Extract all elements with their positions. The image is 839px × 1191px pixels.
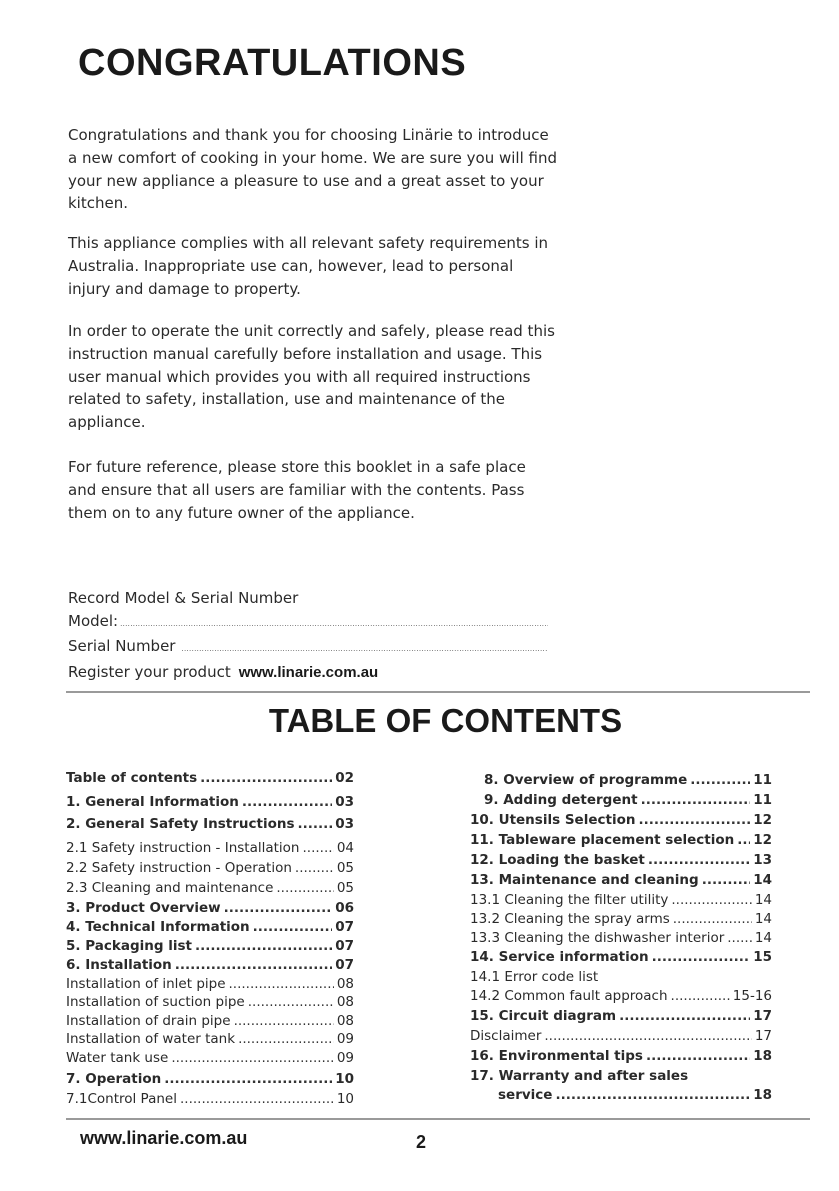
- toc-entry[interactable]: [470, 911, 772, 930]
- toc-entry-label: Installation of inlet pipe: [66, 976, 226, 992]
- toc-entry-page: 10: [336, 1091, 354, 1107]
- toc-entry-leader: [727, 930, 752, 946]
- toc-entry-page: 07: [335, 938, 354, 954]
- toc-entry-label: 1. General Information: [66, 794, 239, 810]
- toc-entry-label: 14. Service information: [470, 949, 649, 965]
- toc-entry[interactable]: [470, 772, 772, 792]
- toc-entry-leader: [648, 852, 750, 868]
- toc-entry[interactable]: [470, 832, 772, 852]
- toc-entry-leader: [671, 988, 730, 1004]
- toc-entry[interactable]: [470, 892, 772, 911]
- toc-entry-leader: [229, 976, 334, 992]
- toc-entry-label: 2.2 Safety instruction - Operation: [66, 860, 292, 876]
- toc-entry[interactable]: [66, 976, 354, 994]
- toc-entry[interactable]: [66, 880, 354, 900]
- toc-entry-page: 08: [336, 1013, 354, 1029]
- toc-entry-label: Table of contents: [66, 770, 198, 786]
- toc-entry[interactable]: [66, 1013, 354, 1031]
- toc-entry-leader: [702, 872, 751, 888]
- toc-entry[interactable]: [66, 860, 354, 880]
- toc-entry-page: 08: [336, 976, 354, 992]
- toc-entry-label: 13.3 Cleaning the dishwasher interior: [470, 930, 725, 946]
- toc-entry-label: Installation of drain pipe: [66, 1013, 231, 1029]
- toc-entry-page: 12: [753, 812, 772, 828]
- toc-entry-leader: [555, 1087, 750, 1103]
- page-number: 2: [416, 1132, 427, 1152]
- toc-entry-label: 2.3 Cleaning and maintenance: [66, 880, 274, 896]
- toc-entry-page: 11: [753, 792, 772, 808]
- toc-entry-page: 17: [753, 1008, 772, 1024]
- toc-entry-label: 2. General Safety Instructions: [66, 816, 295, 832]
- toc-entry-label: 14.2 Common fault approach: [470, 988, 668, 1004]
- toc-entry-page: 12: [753, 832, 772, 848]
- toc-entry-leader: [175, 957, 332, 973]
- toc-entry-leader: [298, 816, 333, 832]
- intro-paragraph-3: In order to operate the unit correctly and safely, please read this instruction manual carefully before installation and usage. This user manual which provides you with all required instructions related to safety, installation, use and maintenance of the appliance.: [68, 322, 555, 432]
- toc-entry-leader: [619, 1008, 750, 1024]
- toc-entry-leader: [544, 1028, 751, 1044]
- toc-entry-page: 06: [335, 900, 354, 916]
- toc-entry-label: Disclaimer: [470, 1028, 542, 1044]
- toc-right-column: [470, 772, 772, 1107]
- footer-divider: [66, 1118, 810, 1120]
- toc-entry-label: 9. Adding detergent: [484, 792, 638, 808]
- toc-entry[interactable]: [66, 770, 354, 794]
- record-section: [68, 587, 548, 684]
- toc-entry-label: 6. Installation: [66, 957, 172, 973]
- model-field: [68, 610, 548, 636]
- toc-entry[interactable]: [470, 1028, 772, 1048]
- toc-entry[interactable]: [66, 994, 354, 1013]
- toc-entry[interactable]: [470, 1087, 772, 1107]
- register-website-link[interactable]: www.linarie.com.au: [238, 663, 379, 681]
- toc-entry-page: 15: [753, 949, 772, 965]
- toc-entry-label: service: [498, 1087, 553, 1103]
- toc-entry-leader: [295, 860, 334, 876]
- toc-entry-label: 17. Warranty and after sales: [470, 1068, 689, 1084]
- record-heading: Record Model & Serial Number: [68, 589, 299, 607]
- intro-paragraph-1: Congratulations and thank you for choosing Linärie to introduce a new comfort of cooking in your home. We are sure you will find your new appliance a pleasure to use and a great asset to your kitchen.: [68, 126, 557, 213]
- toc-entry-leader: [302, 840, 333, 856]
- toc-entry-page: 05: [336, 860, 354, 876]
- toc-entry-page: 14: [753, 872, 772, 888]
- toc-entry-page: 09: [336, 1031, 354, 1047]
- toc-entry-page: 18: [753, 1087, 772, 1103]
- toc-entry-label: 7. Operation: [66, 1071, 162, 1087]
- toc-entry[interactable]: [470, 792, 772, 812]
- toc-entry-leader: [690, 772, 750, 788]
- intro-paragraph-4: For future reference, please store this booklet in a safe place and ensure that all users are familiar with the contents. Pass them on to any future owner of the appliance.: [68, 458, 526, 522]
- toc-entry-leader: [673, 911, 752, 927]
- toc-entry-page: 07: [335, 919, 354, 935]
- toc-entry-label: 7.1Control Panel: [66, 1091, 177, 1107]
- toc-entry-page: 17: [754, 1028, 772, 1044]
- toc-entry-leader: [737, 832, 750, 848]
- toc-entry-page: 03: [335, 816, 354, 832]
- register-label: Register your product: [68, 662, 231, 681]
- toc-entry-label: 10. Utensils Selection: [470, 812, 636, 828]
- toc-entry[interactable]: [66, 900, 354, 919]
- toc-entry-page: 13: [753, 852, 772, 868]
- toc-entry-page: 05: [336, 880, 354, 896]
- toc-entry-page: 11: [753, 772, 772, 788]
- toc-entry-leader: [652, 949, 751, 965]
- toc-entry-leader: [671, 892, 751, 908]
- toc-entry-label: 4. Technical Information: [66, 919, 250, 935]
- toc-entry-page: 10: [335, 1071, 354, 1087]
- toc-entry[interactable]: [470, 852, 772, 872]
- toc-entry[interactable]: [66, 816, 354, 840]
- toc-entry[interactable]: [66, 794, 354, 816]
- intro-paragraph-2: This appliance complies with all relevant safety requirements in Australia. Inappropriate use can, however, lead to personal injury and damage to property.: [68, 234, 549, 298]
- toc-entry-label: Installation of water tank: [66, 1031, 236, 1047]
- toc-entry[interactable]: [470, 988, 772, 1008]
- toc-entry-page: 07: [335, 957, 354, 973]
- toc-entry-page: 04: [336, 840, 354, 856]
- toc-entry-leader: [234, 1013, 334, 1029]
- toc-entry-leader: [238, 1031, 334, 1047]
- toc-title: TABLE OF CONTENTS: [268, 702, 623, 739]
- toc-entry-label: 2.1 Safety instruction - Installation: [66, 840, 300, 856]
- congratulations-title: CONGRATULATIONS: [78, 42, 467, 84]
- toc-entry[interactable]: [470, 812, 772, 832]
- toc-entry-leader: [171, 1050, 333, 1066]
- toc-entry-leader: [248, 994, 334, 1010]
- footer-website[interactable]: www.linarie.com.au: [80, 1128, 248, 1148]
- toc-left-column: [66, 770, 354, 1111]
- toc-entry-leader: [195, 938, 332, 954]
- toc-entry-leader: [638, 812, 750, 828]
- toc-entry-leader: [276, 880, 333, 896]
- toc-entry-page: 08: [336, 994, 354, 1010]
- toc-entry-leader: [641, 792, 751, 808]
- toc-entry[interactable]: [66, 1091, 354, 1111]
- toc-entry-page: 18: [753, 1048, 772, 1064]
- toc-entry-label: 5. Packaging list: [66, 938, 192, 954]
- toc-entry-page: 03: [335, 794, 354, 810]
- section-divider: [66, 691, 810, 693]
- toc-entry-page: 02: [335, 770, 354, 786]
- toc-entry-label: 11. Tableware placement selection: [470, 832, 735, 848]
- serial-label: Serial Number: [68, 637, 176, 656]
- toc-entry-page: 09: [336, 1050, 354, 1066]
- toc-entry[interactable]: [470, 1068, 772, 1087]
- toc-entry[interactable]: [470, 969, 772, 988]
- toc-entry[interactable]: [66, 957, 354, 976]
- toc-entry-label: 13. Maintenance and cleaning: [470, 872, 699, 888]
- toc-entry-page: 14: [754, 892, 772, 908]
- toc-entry-leader: [164, 1071, 332, 1087]
- toc-entry-page: 15-16: [732, 988, 772, 1004]
- model-label: Model:: [68, 611, 119, 630]
- toc-entry[interactable]: [66, 1050, 354, 1071]
- toc-entry[interactable]: [66, 919, 354, 938]
- serial-field: [68, 635, 548, 661]
- register-row: [68, 661, 548, 685]
- toc-entry-label: Water tank use: [66, 1050, 169, 1066]
- toc-entry[interactable]: [470, 1048, 772, 1068]
- toc-entry-label: 3. Product Overview: [66, 900, 221, 916]
- toc-entry-label: Installation of suction pipe: [66, 994, 245, 1010]
- toc-entry-leader: [200, 770, 332, 786]
- toc-entry[interactable]: [470, 949, 772, 969]
- serial-dotted-line: [181, 638, 548, 661]
- toc-entry[interactable]: [66, 1031, 354, 1050]
- toc-entry-label: 14.1 Error code list: [470, 969, 599, 985]
- toc-entry[interactable]: [470, 1008, 772, 1028]
- toc-entry[interactable]: [470, 872, 772, 892]
- toc-entry-label: 15. Circuit diagram: [470, 1008, 617, 1024]
- toc-entry[interactable]: [66, 938, 354, 957]
- toc-entry-leader: [253, 919, 333, 935]
- toc-entry-leader: [242, 794, 332, 810]
- toc-entry-label: 8. Overview of programme: [484, 772, 688, 788]
- toc-entry-leader: [646, 1048, 750, 1064]
- toc-entry-leader: [224, 900, 333, 916]
- toc-entry-label: 16. Environmental tips: [470, 1048, 643, 1064]
- toc-entry-label: 13.2 Cleaning the spray arms: [470, 911, 670, 927]
- toc-entry-label: 13.1 Cleaning the filter utility: [470, 892, 669, 908]
- toc-entry[interactable]: [66, 840, 354, 860]
- toc-entry[interactable]: [66, 1071, 354, 1091]
- toc-entry-leader: [180, 1091, 334, 1107]
- toc-entry[interactable]: [470, 930, 772, 949]
- toc-entry-page: 14: [754, 911, 772, 927]
- toc-entry-page: 14: [754, 930, 772, 946]
- model-dotted-line: [120, 613, 548, 636]
- toc-entry-label: 12. Loading the basket: [470, 852, 645, 868]
